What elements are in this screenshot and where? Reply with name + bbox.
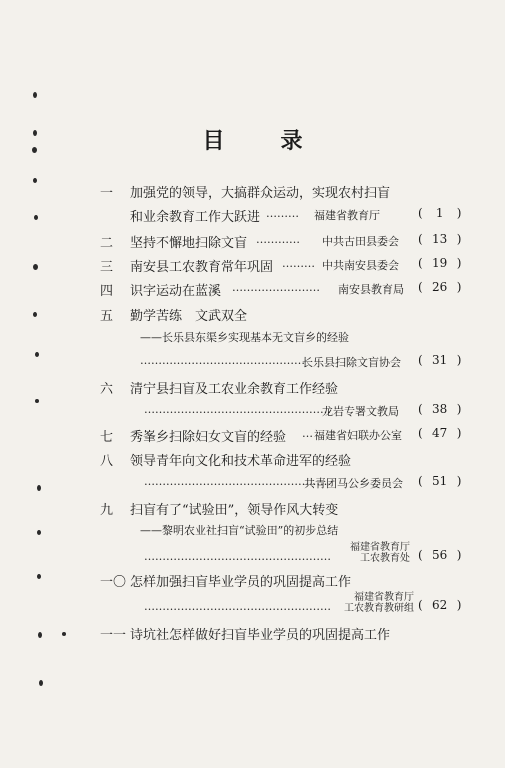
- title-char-2: 录: [280, 128, 303, 154]
- toc-entry-1-cont: [100, 206, 500, 226]
- scan-speck: [32, 147, 37, 153]
- entry-source: 南安县教育局: [338, 283, 404, 296]
- leader-dots: ……………………: [232, 281, 320, 294]
- entry-page: ( 62 ): [418, 598, 462, 612]
- entry-page: ( 1 ): [418, 206, 462, 220]
- entry-subtitle: ——长乐县东渠乡实现基本无文盲乡的经验: [140, 331, 349, 344]
- scan-speck: [37, 485, 41, 491]
- entry-page: ( 47 ): [418, 426, 462, 440]
- toc-entry-5: [100, 305, 500, 325]
- entry-source: 共青团马公乡委员会: [304, 477, 403, 490]
- scan-speck: [35, 399, 39, 403]
- leader-dots: ………: [266, 207, 299, 220]
- toc-entry-8-source: [100, 474, 500, 494]
- entry-title-cont: 和业余教育工作大跃进: [130, 210, 261, 225]
- scan-speck: [34, 215, 38, 220]
- scan-speck: [35, 352, 39, 357]
- scan-speck: [33, 178, 37, 183]
- toc-entry-2: [100, 232, 500, 252]
- scan-speck: [37, 574, 41, 579]
- toc-entry-6: [100, 378, 500, 398]
- scan-speck: [39, 680, 43, 686]
- entry-title: 怎样加强扫盲毕业学员的巩固提高工作: [130, 575, 352, 590]
- entry-page: ( 38 ): [418, 402, 462, 416]
- scan-speck: [33, 264, 38, 270]
- entry-title: 南安县工农教育常年巩固: [130, 260, 274, 275]
- entry-page: ( 26 ): [418, 280, 462, 294]
- entry-title: 领导青年向文化和技术革命进军的经验: [130, 454, 352, 469]
- entry-number: 四: [100, 284, 114, 299]
- entry-number: 二: [100, 236, 114, 251]
- leader-dots: ………: [282, 257, 315, 270]
- entry-source: 龙岩专署文教局: [322, 405, 399, 418]
- scan-speck: [37, 530, 41, 535]
- entry-page: ( 19 ): [418, 256, 462, 270]
- toc-entry-5-source: [100, 353, 500, 373]
- entry-page: ( 56 ): [418, 548, 462, 562]
- toc-entry-9-subtitle: [100, 522, 500, 542]
- scan-speck: [33, 130, 37, 136]
- entry-title: 诗坑社怎样做好扫盲毕业学员的巩固提高工作: [130, 628, 391, 643]
- toc-entry-1: [100, 182, 500, 202]
- leader-dots: …: [302, 427, 313, 440]
- entry-page: ( 13 ): [418, 232, 462, 246]
- scan-speck: [33, 92, 37, 98]
- scan-speck: [38, 632, 42, 638]
- toc-entry-9-source: [100, 542, 500, 568]
- entry-source: 福建省教育厅: [314, 209, 380, 222]
- entry-number: 三: [100, 260, 114, 275]
- entry-number: 一〇: [100, 575, 127, 590]
- entry-source: 长乐县扫除文盲协会: [302, 356, 401, 369]
- toc-entry-10: [100, 571, 500, 591]
- toc-entry-9: [100, 499, 500, 519]
- leader-dots: ……………………………………………: [144, 475, 331, 488]
- entry-page: ( 51 ): [418, 474, 462, 488]
- scan-speck: [62, 632, 66, 636]
- entry-number: 九: [100, 503, 114, 518]
- toc-entry-10-source: [100, 592, 500, 618]
- entry-title: 勤学苦练 文武双全: [130, 309, 248, 324]
- entry-number: 八: [100, 454, 114, 469]
- entry-title: 扫盲有了“试验田”，领导作风大转变: [130, 503, 339, 518]
- toc-entry-4: [100, 280, 500, 300]
- entry-number: 一: [100, 186, 114, 201]
- scan-speck: [33, 312, 37, 317]
- entry-number: 七: [100, 430, 114, 445]
- entry-source: 福建省教育厅 工农教育教研组: [344, 592, 414, 614]
- entry-source: 中共南安县委会: [322, 259, 399, 272]
- toc-entry-5-subtitle: [100, 329, 500, 349]
- toc-entry-11: [100, 624, 500, 644]
- leader-dots: ………………………………………: [140, 354, 305, 367]
- leader-dots: ……………………………………………: [144, 600, 331, 613]
- toc-entry-8: [100, 450, 500, 470]
- leader-dots: ……………………………………………: [144, 403, 331, 416]
- leader-dots: ……………………………………………: [144, 550, 331, 563]
- entry-title: 坚持不懈地扫除文盲: [130, 236, 248, 251]
- entry-number: 一一: [100, 628, 127, 643]
- leader-dots: …………: [256, 233, 300, 246]
- entry-source: 福建省教育厅 工农教育处: [350, 542, 410, 564]
- entry-title: 加强党的领导，大搞群众运动，实现农村扫盲: [130, 186, 391, 201]
- entry-subtitle: ——黎明农业社扫盲“试验田”的初步总结: [140, 524, 339, 537]
- toc-entry-6-source: [100, 402, 500, 422]
- title-char-1: 目: [202, 128, 225, 154]
- entry-page: ( 31 ): [418, 353, 462, 367]
- entry-source: 福建省妇联办公室: [314, 429, 402, 442]
- page-title: [0, 124, 505, 155]
- entry-number: 五: [100, 309, 114, 324]
- entry-title: 清宁县扫盲及工农业余教育工作经验: [130, 382, 339, 397]
- entry-number: 六: [100, 382, 114, 397]
- toc-entry-7: [100, 426, 500, 446]
- entry-title: 秀峯乡扫除妇女文盲的经验: [130, 430, 287, 445]
- entry-source: 中共古田县委会: [322, 235, 399, 248]
- toc-entry-3: [100, 256, 500, 276]
- entry-title: 识字运动在蓝溪: [130, 284, 222, 299]
